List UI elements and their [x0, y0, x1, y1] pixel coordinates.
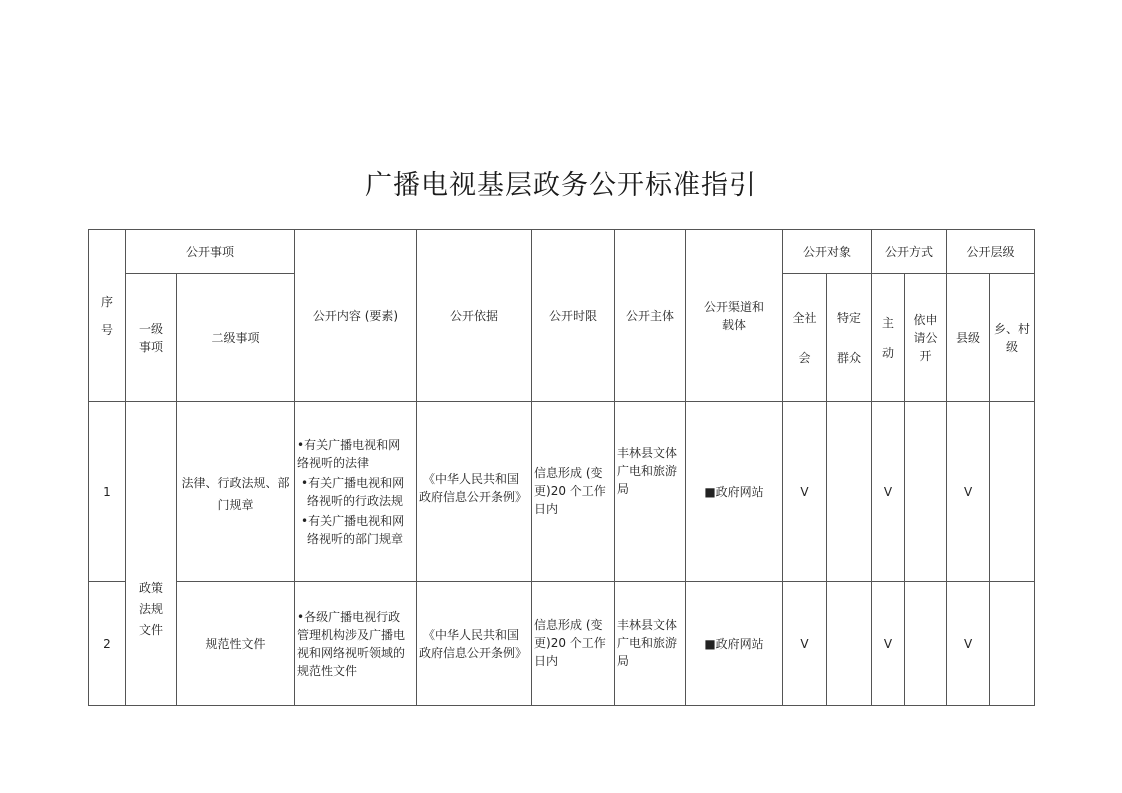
header-target-all: 全社 会 [783, 274, 827, 402]
row-target-specific [827, 582, 872, 706]
content-item: •有关广播电视和网 络视听的部门规章 [301, 513, 405, 546]
row-level2: 法律、行政法规、部 门规章 [177, 402, 295, 582]
row-level-county: V [947, 582, 990, 706]
row-content [295, 402, 417, 582]
row-mode-active: V [872, 402, 905, 582]
disclosure-table [88, 229, 1035, 706]
content-item: •有关广播电视和网 络视听的行政法规 [301, 475, 405, 508]
row-subject: 丰林县文体 广电和旅游 局 [615, 582, 686, 706]
header-subject: 公开主体 [615, 230, 686, 402]
row-subject: 丰林县文体 广电和旅游 局 [615, 402, 686, 582]
row-time-limit: 信息形成 (变 更)20 个工作 日内 [532, 582, 615, 706]
header-level1: 一级 事项 [126, 274, 177, 402]
header-channel: 公开渠道和 载体 [686, 230, 783, 402]
row-mode-active: V [872, 582, 905, 706]
header-level-group: 公开层级 [947, 230, 1035, 274]
row-target-all: V [783, 402, 827, 582]
header-level-county: 县级 [947, 274, 990, 402]
content-item: •有关广播电视和网 络视听的法律 [297, 437, 401, 470]
row-channel: ■政府网站 [686, 402, 783, 582]
header-mode-group: 公开方式 [872, 230, 947, 274]
row-mode-apply [905, 402, 947, 582]
header-target-specific: 特定 群众 [827, 274, 872, 402]
table-row [89, 582, 1035, 706]
page-title: 广播电视基层政务公开标准指引 [365, 170, 757, 201]
row-level-village [990, 582, 1035, 706]
row-mode-apply [905, 582, 947, 706]
row-level-village [990, 402, 1035, 582]
row-seq: 2 [89, 582, 126, 706]
table-row [89, 402, 1035, 582]
header-items-group: 公开事项 [126, 230, 295, 274]
row-channel: ■政府网站 [686, 582, 783, 706]
header-target-group: 公开对象 [783, 230, 872, 274]
header-mode-active: 主 动 [872, 274, 905, 402]
row-time-limit: 信息形成 (变 更)20 个工作 日内 [532, 402, 615, 582]
row-target-specific [827, 402, 872, 582]
row-content: •各级广播电视行政 管理机构涉及广播电 视和网络视听领域的 规范性文件 [295, 582, 417, 706]
row-basis: 《中华人民共和国 政府信息公开条例》 [417, 582, 532, 706]
header-level2: 二级事项 [177, 274, 295, 402]
header-basis: 公开依据 [417, 230, 532, 402]
header-mode-apply: 依申 请公 开 [905, 274, 947, 402]
header-seq: 序 号 [89, 230, 126, 402]
header-time-limit: 公开时限 [532, 230, 615, 402]
row-target-all: V [783, 582, 827, 706]
level1-cell: 政策 法规 文件 [126, 402, 177, 706]
row-level-county: V [947, 402, 990, 582]
header-content: 公开内容 (要素) [295, 230, 417, 402]
row-seq: 1 [89, 402, 126, 582]
row-level2: 规范性文件 [177, 582, 295, 706]
header-level-village: 乡、村 级 [990, 274, 1035, 402]
row-basis: 《中华人民共和国 政府信息公开条例》 [417, 402, 532, 582]
